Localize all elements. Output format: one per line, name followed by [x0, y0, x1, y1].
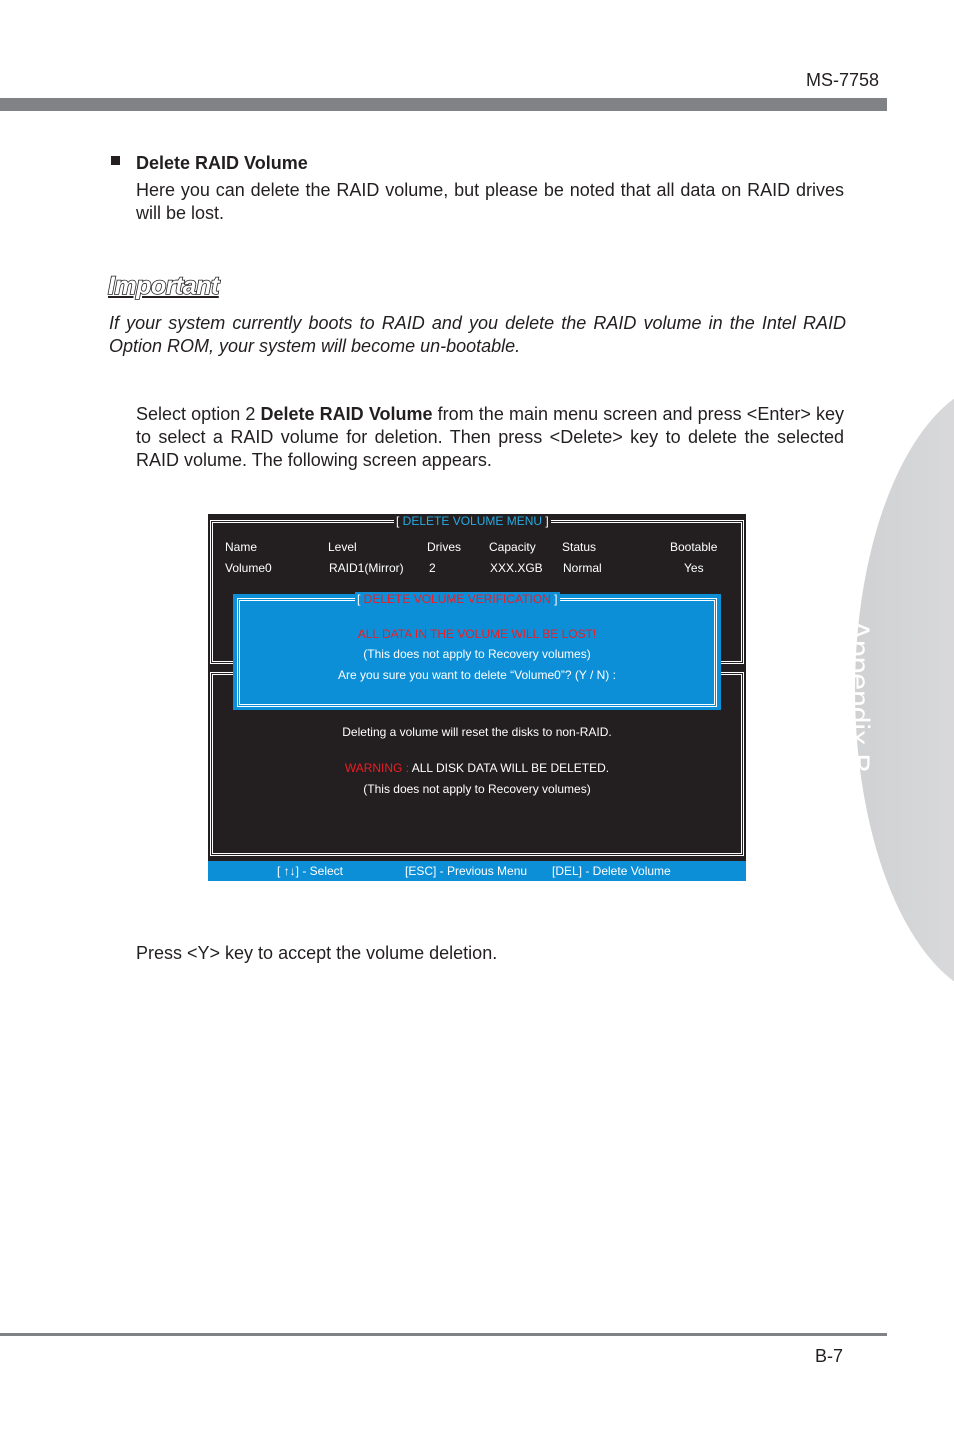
dialog-line-2: (This does not apply to Recovery volumes) [363, 647, 591, 661]
final-instruction: Press <Y> key to accept the volume deletion. [136, 943, 498, 963]
header-bar [0, 98, 887, 111]
dialog-title: [ DELETE VOLUME VERIFICATION ] [357, 592, 558, 606]
bullet-square-icon [111, 156, 120, 165]
row-status: Normal [563, 561, 602, 575]
important-text: If your system currently boots to RAID and you delete the RAID volume in the Intel RAID Option ROM, your system will become un-bootable. [109, 313, 846, 356]
step-option: Delete RAID Volume [260, 404, 433, 424]
row-level: RAID1(Mirror) [329, 561, 404, 575]
row-capacity: XXX.XGB [490, 561, 543, 575]
warning-text: ALL DISK DATA WILL BE DELETED. [411, 761, 610, 775]
info-line-1: Deleting a volume will reset the disks to non-RAID. [342, 725, 612, 739]
col-status: Status [562, 540, 597, 554]
menu-title-text: DELETE VOLUME MENU [402, 514, 543, 528]
important-heading: Important [108, 272, 219, 300]
step-suffix: from the main menu screen and press <Enter> key to select a RAID volume for deletion. Then press <Delete> key to delete the selected RAID volume. The following screen appears. [136, 404, 845, 470]
dialog-title-text: DELETE VOLUME VERIFICATION [363, 592, 551, 606]
row-drives: 2 [429, 561, 436, 575]
section-title: Delete RAID Volume [136, 153, 308, 173]
col-capacity: Capacity [489, 540, 536, 554]
appendix-label: Appendix B [842, 620, 875, 774]
screen-footer-bar [208, 861, 746, 881]
step-prefix: Select option 2 [136, 404, 261, 424]
menu-title: [ DELETE VOLUME MENU ] [396, 514, 549, 528]
footer-esc: [ESC] - Previous Menu [405, 864, 528, 878]
model-number: MS-7758 [806, 70, 880, 90]
section-description: Here you can delete the RAID volume, but please be noted that all data on RAID drives will be lost. [136, 180, 844, 223]
page-number: B-7 [815, 1346, 844, 1366]
col-level: Level [328, 540, 357, 554]
footer-line [0, 1333, 887, 1336]
info-line-3: (This does not apply to Recovery volumes) [363, 782, 591, 796]
col-drives: Drives [427, 540, 462, 554]
row-bootable: Yes [684, 561, 704, 575]
info-warning [208, 761, 746, 775]
raid-bios-screen [208, 514, 746, 881]
col-bootable: Bootable [670, 540, 718, 554]
dialog-line-1: ALL DATA IN THE VOLUME WILL BE LOST! [357, 627, 597, 641]
verification-dialog [233, 594, 721, 710]
dialog-prompt[interactable]: Are you sure you want to delete “Volume0”? (Y / N) : [338, 668, 616, 682]
row-name[interactable]: Volume0 [225, 561, 272, 575]
warning-label: WARNING : [344, 761, 412, 775]
side-tab-label [831, 620, 954, 774]
step-instructions [136, 403, 844, 472]
footer-del: [DEL] - Delete Volume [552, 864, 671, 878]
col-name: Name [225, 540, 258, 554]
footer-select: [ ↑↓] - Select [277, 864, 344, 878]
